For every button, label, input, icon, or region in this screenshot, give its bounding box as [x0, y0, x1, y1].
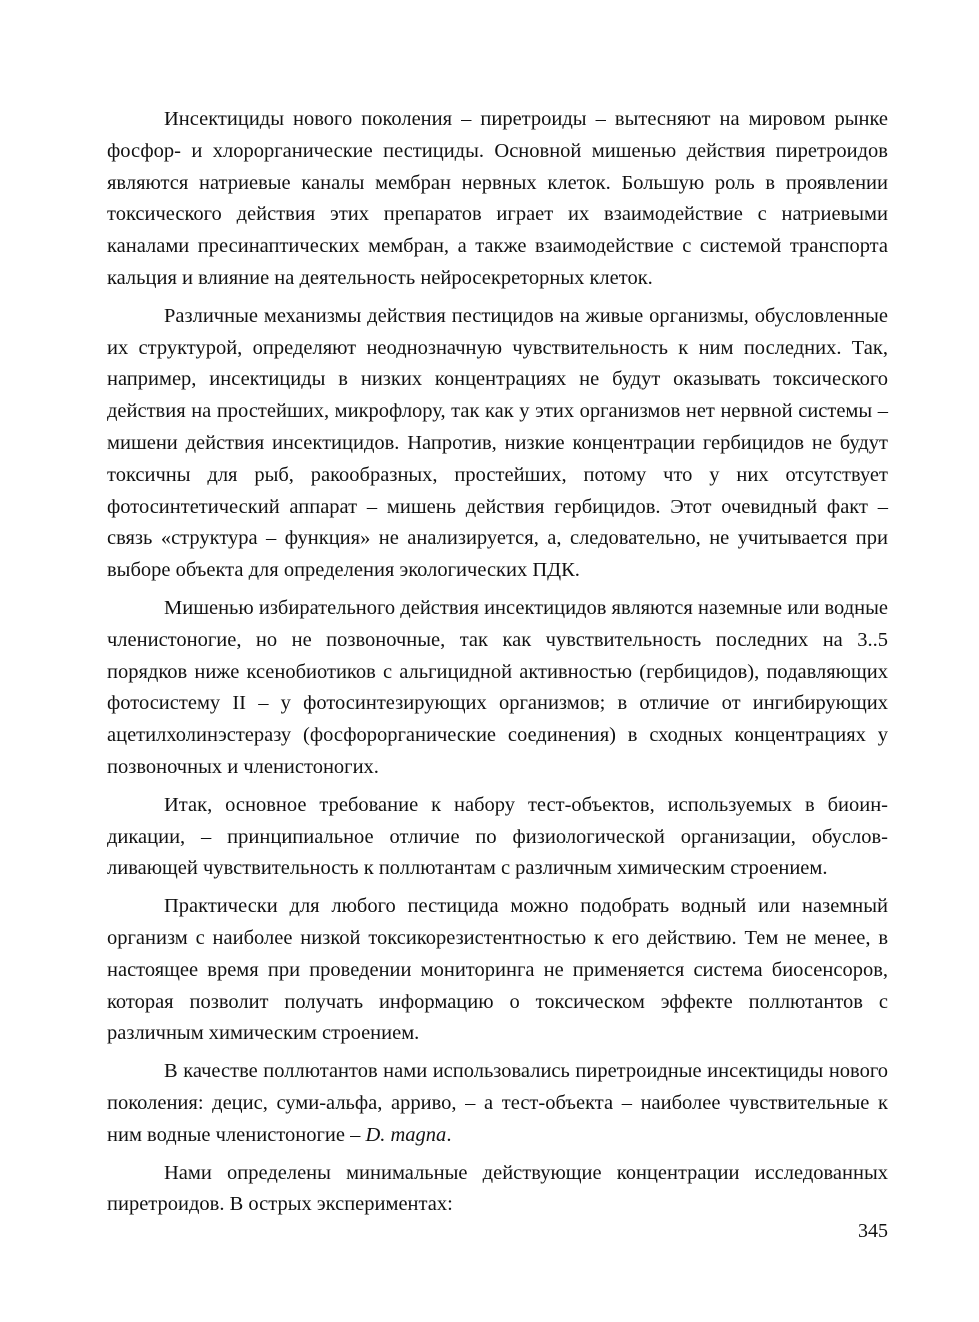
page-number: 345	[858, 1220, 888, 1242]
paragraph-pollutants-text: В качестве поллютантов нами использовались пиретроидные инсектициды нового поколения: децис, суми-альфа, арриво, – а тест-объекта – наиболее чувствительные к ним водные членистоногие –	[107, 1060, 888, 1146]
species-name: D. magna	[365, 1123, 447, 1146]
paragraph-pollutants-used	[107, 1056, 888, 1151]
paragraph-mechanisms: Различные механизмы действия пестицидов на живые организмы, обусловленные их структурой, определяют неоднозначную чувствительность к ним последних. Так, например, инсектициды в низких концентрациях не будут оказывать токсического действия на простейших, микрофлору, так как у этих организмов нет нервной системы – мишени действия инсектицидов. Напротив, низкие концентрации гербицидов не будут токсичны для рыб, ракообразных, простейших, потому что у них отсутствует фотосинтетический аппарат – мишень действия гербицидов. Этот очевидный факт – связь «структура – функция» не анализируется, а, следовательно, не учитывается при выборе объекта для определения экологических ПДК.	[107, 304, 888, 582]
paragraph-minimal-concentrations: Нами определены минимальные действующие концентрации исследованных пиретроидов. В острых экспериментах:	[107, 1161, 888, 1216]
paragraph-biosensors: Практически для любого пестицида можно подобрать водный или наземный организм с наиболее низкой токсикорезистентностью к его действию. Тем не менее, в настоящее время при проведении мониторинга не применяется система биосенсоров, которая позволит получать информацию о токсическом эффекте поллютантов с различным химическим строением.	[107, 895, 888, 1045]
paragraph-test-objects-requirement: Итак, основное требование к набору тест-объектов, используемых в биоиндикации, – принципиальное отличие по физиологической организации, обусловливающей чувствительность к поллютантам с различным химическим строением.	[107, 793, 888, 880]
paragraph-pollutants-end: .	[446, 1123, 452, 1146]
paragraph-pyrethroids-intro: Инсектициды нового поколения – пиретроиды – вытесняют на мировом рынке фосфор- и хлорорганические пестициды. Основной мишенью действия пиретроидов являются натриевые каналы мембран нервных клеток. Большую роль в проявлении токсического действия этих препаратов играет их взаимодействие с натриевыми каналами пресинаптических мембран, а также взаимодействие с системой транспорта кальция и влияние на деятельность нейросекреторных клеток.	[107, 108, 888, 289]
paragraph-selective-action: Мишенью избирательного действия инсектицидов являются наземные или водные членистоногие, но не позвоночные, так как чувствительность последних на 3..5 порядков ниже ксенобиотиков с альгицидной активностью (гербицидов), подавляющих фотосистему II – у фотосинтезирующих организмов; в отличие от ингибирующих ацетилхолинэстеразу (фосфорорганические соединения) в сходных концентрациях у позвоночных и членистоногих.	[107, 596, 888, 778]
body-text	[107, 104, 888, 1227]
